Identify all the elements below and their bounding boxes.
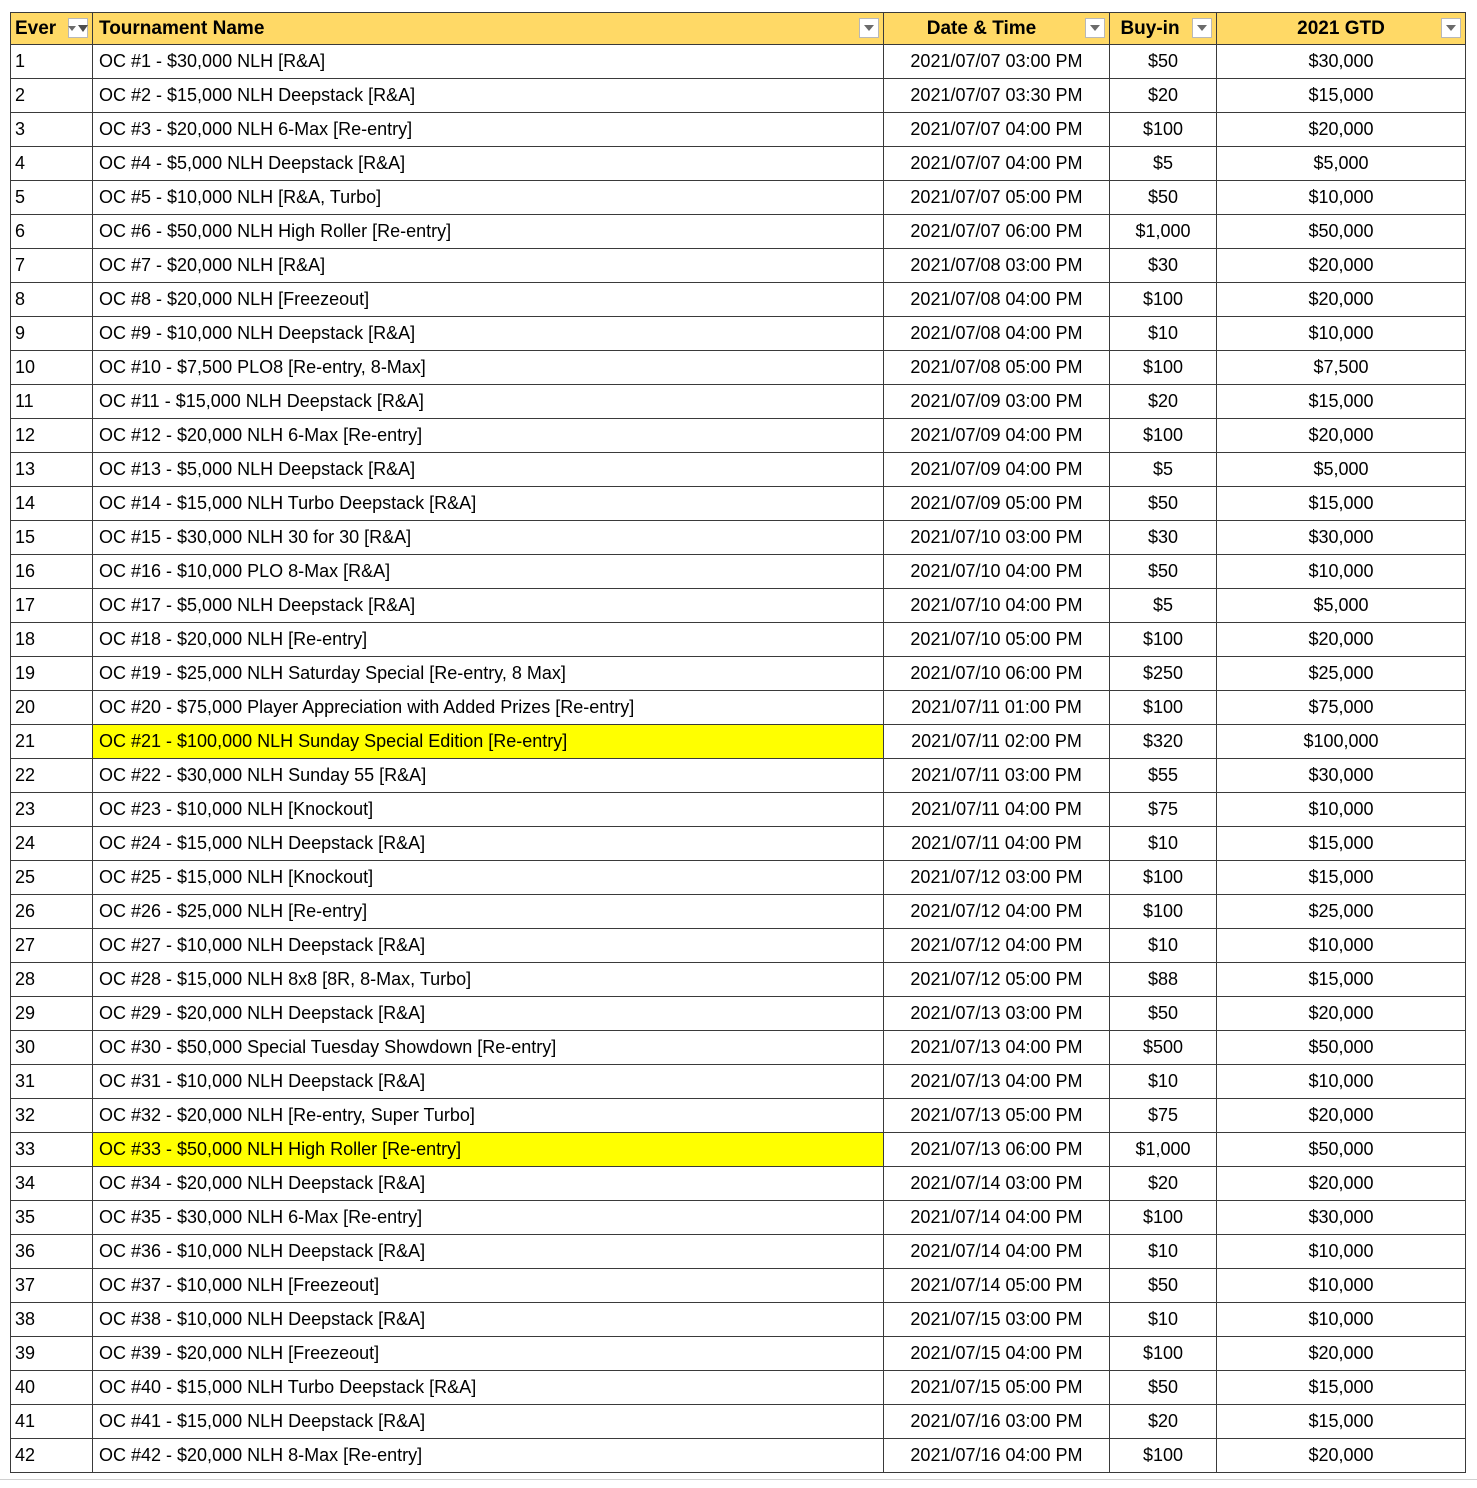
gtd-cell[interactable]: $15,000 <box>1217 1371 1466 1405</box>
table-row <box>11 725 1466 759</box>
date-time-cell[interactable]: 2021/07/12 04:00 PM <box>884 895 1110 929</box>
buy-in-cell[interactable]: $50 <box>1110 997 1217 1031</box>
gtd-cell[interactable]: $25,000 <box>1217 895 1466 929</box>
event-number-cell[interactable]: 34 <box>11 1167 93 1201</box>
date-time-cell[interactable]: 2021/07/14 03:00 PM <box>884 1167 1110 1201</box>
buy-in-cell[interactable]: $30 <box>1110 249 1217 283</box>
buy-in-cell[interactable]: $20 <box>1110 79 1217 113</box>
table-row <box>11 657 1466 691</box>
buy-in-cell[interactable]: $500 <box>1110 1031 1217 1065</box>
date-time-cell[interactable]: 2021/07/14 05:00 PM <box>884 1269 1110 1303</box>
date-time-cell[interactable]: 2021/07/07 03:30 PM <box>884 79 1110 113</box>
date-time-cell[interactable]: 2021/07/13 03:00 PM <box>884 997 1110 1031</box>
table-row <box>11 929 1466 963</box>
table-row <box>11 1235 1466 1269</box>
event-number-cell[interactable]: 7 <box>11 249 93 283</box>
event-number-cell[interactable]: 28 <box>11 963 93 997</box>
event-number-cell[interactable]: 29 <box>11 997 93 1031</box>
date-time-cell[interactable]: 2021/07/08 04:00 PM <box>884 317 1110 351</box>
table-body <box>11 45 1466 1473</box>
tournament-name-cell[interactable]: OC #38 - $10,000 NLH Deepstack [R&A] <box>93 1303 884 1337</box>
date-time-cell[interactable]: 2021/07/11 02:00 PM <box>884 725 1110 759</box>
buy-in-cell[interactable]: $100 <box>1110 1201 1217 1235</box>
event-number-cell[interactable]: 19 <box>11 657 93 691</box>
tournament-table <box>10 12 1466 1473</box>
buy-in-cell[interactable]: $100 <box>1110 113 1217 147</box>
buy-in-cell[interactable]: $250 <box>1110 657 1217 691</box>
tournament-name-cell[interactable]: OC #4 - $5,000 NLH Deepstack [R&A] <box>93 147 884 181</box>
event-number-cell[interactable]: 16 <box>11 555 93 589</box>
table-row <box>11 1303 1466 1337</box>
event-number-cell[interactable]: 33 <box>11 1133 93 1167</box>
date-time-cell[interactable]: 2021/07/14 04:00 PM <box>884 1201 1110 1235</box>
gtd-cell[interactable]: $30,000 <box>1217 45 1466 79</box>
event-number-cell[interactable]: 6 <box>11 215 93 249</box>
gtd-cell[interactable]: $10,000 <box>1217 317 1466 351</box>
gtd-cell[interactable]: $15,000 <box>1217 487 1466 521</box>
gtd-cell[interactable]: $20,000 <box>1217 249 1466 283</box>
buy-in-cell[interactable]: $100 <box>1110 283 1217 317</box>
table-row <box>11 419 1466 453</box>
table-row <box>11 827 1466 861</box>
header-buy-in[interactable] <box>1110 13 1217 45</box>
buy-in-cell[interactable]: $5 <box>1110 589 1217 623</box>
event-number-cell[interactable]: 38 <box>11 1303 93 1337</box>
gtd-cell[interactable]: $15,000 <box>1217 963 1466 997</box>
header-tournament-name[interactable] <box>93 13 884 45</box>
date-time-cell[interactable]: 2021/07/11 04:00 PM <box>884 827 1110 861</box>
filter-dropdown-icon[interactable] <box>859 18 879 38</box>
event-number-cell[interactable]: 40 <box>11 1371 93 1405</box>
date-time-cell[interactable]: 2021/07/11 01:00 PM <box>884 691 1110 725</box>
gtd-cell[interactable]: $100,000 <box>1217 725 1466 759</box>
table-row <box>11 1439 1466 1473</box>
event-number-cell[interactable]: 37 <box>11 1269 93 1303</box>
tournament-name-cell[interactable]: OC #7 - $20,000 NLH [R&A] <box>93 249 884 283</box>
date-time-cell[interactable]: 2021/07/13 04:00 PM <box>884 1031 1110 1065</box>
table-row <box>11 861 1466 895</box>
header-event[interactable] <box>11 13 93 45</box>
table-row <box>11 113 1466 147</box>
table-row <box>11 45 1466 79</box>
table-row <box>11 1269 1466 1303</box>
table-row <box>11 1065 1466 1099</box>
date-time-cell[interactable]: 2021/07/13 06:00 PM <box>884 1133 1110 1167</box>
date-time-cell[interactable]: 2021/07/07 04:00 PM <box>884 113 1110 147</box>
table-row <box>11 1371 1466 1405</box>
event-number-cell[interactable]: 39 <box>11 1337 93 1371</box>
gtd-cell[interactable]: $10,000 <box>1217 181 1466 215</box>
event-number-cell[interactable]: 4 <box>11 147 93 181</box>
gtd-cell[interactable]: $20,000 <box>1217 283 1466 317</box>
buy-in-cell[interactable]: $10 <box>1110 317 1217 351</box>
header-gtd-label: 2021 GTD <box>1297 17 1385 39</box>
table-row <box>11 1099 1466 1133</box>
date-time-cell[interactable]: 2021/07/07 03:00 PM <box>884 45 1110 79</box>
event-number-cell[interactable]: 42 <box>11 1439 93 1473</box>
gtd-cell[interactable]: $15,000 <box>1217 385 1466 419</box>
buy-in-cell[interactable]: $20 <box>1110 1405 1217 1439</box>
buy-in-cell[interactable]: $320 <box>1110 725 1217 759</box>
date-time-cell[interactable]: 2021/07/08 05:00 PM <box>884 351 1110 385</box>
event-number-cell[interactable]: 13 <box>11 453 93 487</box>
event-number-cell[interactable]: 32 <box>11 1099 93 1133</box>
header-row <box>11 13 1466 45</box>
gtd-cell[interactable]: $7,500 <box>1217 351 1466 385</box>
gtd-cell[interactable]: $50,000 <box>1217 1031 1466 1065</box>
date-time-cell[interactable]: 2021/07/09 05:00 PM <box>884 487 1110 521</box>
buy-in-cell[interactable]: $20 <box>1110 385 1217 419</box>
buy-in-cell[interactable]: $1,000 <box>1110 215 1217 249</box>
gtd-cell[interactable]: $50,000 <box>1217 215 1466 249</box>
table-row <box>11 793 1466 827</box>
event-number-cell[interactable]: 15 <box>11 521 93 555</box>
buy-in-cell[interactable]: $50 <box>1110 487 1217 521</box>
gtd-cell[interactable]: $10,000 <box>1217 1269 1466 1303</box>
tournament-name-cell[interactable]: OC #19 - $25,000 NLH Saturday Special [Re-entry, 8 Max] <box>93 657 884 691</box>
tournament-name-cell[interactable]: OC #26 - $25,000 NLH [Re-entry] <box>93 895 884 929</box>
event-number-cell[interactable]: 20 <box>11 691 93 725</box>
gtd-cell[interactable]: $10,000 <box>1217 555 1466 589</box>
gtd-cell[interactable]: $15,000 <box>1217 79 1466 113</box>
tournament-name-cell[interactable]: OC #13 - $5,000 NLH Deepstack [R&A] <box>93 453 884 487</box>
tournament-name-cell[interactable]: OC #39 - $20,000 NLH [Freezeout] <box>93 1337 884 1371</box>
event-number-cell[interactable]: 35 <box>11 1201 93 1235</box>
tournament-name-cell[interactable]: OC #35 - $30,000 NLH 6-Max [Re-entry] <box>93 1201 884 1235</box>
buy-in-cell[interactable]: $30 <box>1110 521 1217 555</box>
buy-in-cell[interactable]: $100 <box>1110 691 1217 725</box>
event-number-cell[interactable]: 26 <box>11 895 93 929</box>
tournament-name-cell[interactable]: OC #6 - $50,000 NLH High Roller [Re-entry] <box>93 215 884 249</box>
date-time-cell[interactable]: 2021/07/13 04:00 PM <box>884 1065 1110 1099</box>
tournament-name-cell[interactable]: OC #8 - $20,000 NLH [Freezeout] <box>93 283 884 317</box>
gtd-cell[interactable]: $5,000 <box>1217 147 1466 181</box>
table-row <box>11 963 1466 997</box>
filter-dropdown-icon[interactable] <box>1085 18 1105 38</box>
date-time-cell[interactable]: 2021/07/11 04:00 PM <box>884 793 1110 827</box>
buy-in-cell[interactable]: $100 <box>1110 1337 1217 1371</box>
buy-in-cell[interactable]: $10 <box>1110 1303 1217 1337</box>
table-row <box>11 351 1466 385</box>
gtd-cell[interactable]: $30,000 <box>1217 759 1466 793</box>
buy-in-cell[interactable]: $100 <box>1110 861 1217 895</box>
date-time-cell[interactable]: 2021/07/07 04:00 PM <box>884 147 1110 181</box>
date-time-cell[interactable]: 2021/07/12 03:00 PM <box>884 861 1110 895</box>
date-time-cell[interactable]: 2021/07/12 04:00 PM <box>884 929 1110 963</box>
tournament-name-cell[interactable]: OC #20 - $75,000 Player Appreciation with Added Prizes [Re-entry] <box>93 691 884 725</box>
gtd-cell[interactable]: $10,000 <box>1217 1065 1466 1099</box>
tournament-name-cell[interactable]: OC #16 - $10,000 PLO 8-Max [R&A] <box>93 555 884 589</box>
gtd-cell[interactable]: $10,000 <box>1217 929 1466 963</box>
table-row <box>11 1405 1466 1439</box>
date-time-cell[interactable]: 2021/07/10 06:00 PM <box>884 657 1110 691</box>
filter-active-icon[interactable] <box>68 18 88 38</box>
table-row <box>11 589 1466 623</box>
table-row <box>11 215 1466 249</box>
gtd-cell[interactable]: $20,000 <box>1217 113 1466 147</box>
event-number-cell[interactable]: 31 <box>11 1065 93 1099</box>
table-row <box>11 759 1466 793</box>
tournament-name-cell[interactable]: OC #3 - $20,000 NLH 6-Max [Re-entry] <box>93 113 884 147</box>
tournament-name-cell[interactable]: OC #9 - $10,000 NLH Deepstack [R&A] <box>93 317 884 351</box>
table-row <box>11 1031 1466 1065</box>
event-number-cell[interactable]: 8 <box>11 283 93 317</box>
tournament-name-cell[interactable]: OC #31 - $10,000 NLH Deepstack [R&A] <box>93 1065 884 1099</box>
event-number-cell[interactable]: 17 <box>11 589 93 623</box>
date-time-cell[interactable]: 2021/07/07 06:00 PM <box>884 215 1110 249</box>
buy-in-cell[interactable]: $10 <box>1110 1235 1217 1269</box>
tournament-name-cell[interactable]: OC #24 - $15,000 NLH Deepstack [R&A] <box>93 827 884 861</box>
header-buyin-label: Buy-in <box>1120 17 1180 39</box>
event-number-cell[interactable]: 18 <box>11 623 93 657</box>
date-time-cell[interactable]: 2021/07/09 03:00 PM <box>884 385 1110 419</box>
tournament-name-cell[interactable]: OC #11 - $15,000 NLH Deepstack [R&A] <box>93 385 884 419</box>
buy-in-cell[interactable]: $100 <box>1110 351 1217 385</box>
date-time-cell[interactable]: 2021/07/09 04:00 PM <box>884 453 1110 487</box>
gtd-cell[interactable]: $20,000 <box>1217 1439 1466 1473</box>
table-row <box>11 1337 1466 1371</box>
tournament-name-cell[interactable]: OC #41 - $15,000 NLH Deepstack [R&A] <box>93 1405 884 1439</box>
gtd-cell[interactable]: $5,000 <box>1217 589 1466 623</box>
event-number-cell[interactable]: 21 <box>11 725 93 759</box>
event-number-cell[interactable]: 30 <box>11 1031 93 1065</box>
table-row <box>11 147 1466 181</box>
table-row <box>11 79 1466 113</box>
event-number-cell[interactable]: 27 <box>11 929 93 963</box>
tournament-name-cell[interactable]: OC #40 - $15,000 NLH Turbo Deepstack [R&A] <box>93 1371 884 1405</box>
event-number-cell[interactable]: 9 <box>11 317 93 351</box>
gtd-cell[interactable]: $20,000 <box>1217 1167 1466 1201</box>
filter-dropdown-icon[interactable] <box>1192 18 1212 38</box>
gtd-cell[interactable]: $20,000 <box>1217 419 1466 453</box>
table-row <box>11 1167 1466 1201</box>
event-number-cell[interactable]: 2 <box>11 79 93 113</box>
event-number-cell[interactable]: 36 <box>11 1235 93 1269</box>
date-time-cell[interactable]: 2021/07/16 04:00 PM <box>884 1439 1110 1473</box>
event-number-cell[interactable]: 5 <box>11 181 93 215</box>
event-number-cell[interactable]: 25 <box>11 861 93 895</box>
event-number-cell[interactable]: 3 <box>11 113 93 147</box>
buy-in-cell[interactable]: $100 <box>1110 419 1217 453</box>
tournament-name-cell[interactable]: OC #18 - $20,000 NLH [Re-entry] <box>93 623 884 657</box>
table-row <box>11 521 1466 555</box>
gtd-cell[interactable]: $15,000 <box>1217 827 1466 861</box>
gtd-cell[interactable]: $15,000 <box>1217 861 1466 895</box>
buy-in-cell[interactable]: $88 <box>1110 963 1217 997</box>
gtd-cell[interactable]: $50,000 <box>1217 1133 1466 1167</box>
buy-in-cell[interactable]: $50 <box>1110 181 1217 215</box>
event-number-cell[interactable]: 1 <box>11 45 93 79</box>
buy-in-cell[interactable]: $75 <box>1110 1099 1217 1133</box>
buy-in-cell[interactable]: $75 <box>1110 793 1217 827</box>
header-gtd[interactable] <box>1217 13 1466 45</box>
buy-in-cell[interactable]: $1,000 <box>1110 1133 1217 1167</box>
buy-in-cell[interactable]: $100 <box>1110 1439 1217 1473</box>
table-row <box>11 895 1466 929</box>
date-time-cell[interactable]: 2021/07/10 03:00 PM <box>884 521 1110 555</box>
table-row <box>11 385 1466 419</box>
table-row <box>11 453 1466 487</box>
event-number-cell[interactable]: 11 <box>11 385 93 419</box>
table-row <box>11 623 1466 657</box>
tournament-name-cell[interactable]: OC #25 - $15,000 NLH [Knockout] <box>93 861 884 895</box>
buy-in-cell[interactable]: $100 <box>1110 623 1217 657</box>
table-row <box>11 1133 1466 1167</box>
buy-in-cell[interactable]: $10 <box>1110 1065 1217 1099</box>
gtd-cell[interactable]: $10,000 <box>1217 1235 1466 1269</box>
gtd-cell[interactable]: $25,000 <box>1217 657 1466 691</box>
tournament-name-cell[interactable]: OC #33 - $50,000 NLH High Roller [Re-entry] <box>93 1133 884 1167</box>
table-row <box>11 317 1466 351</box>
gtd-cell[interactable]: $15,000 <box>1217 1405 1466 1439</box>
table-row <box>11 249 1466 283</box>
gtd-cell[interactable]: $30,000 <box>1217 1201 1466 1235</box>
event-number-cell[interactable]: 14 <box>11 487 93 521</box>
gtd-cell[interactable]: $20,000 <box>1217 997 1466 1031</box>
tournament-name-cell[interactable]: OC #17 - $5,000 NLH Deepstack [R&A] <box>93 589 884 623</box>
gtd-cell[interactable]: $75,000 <box>1217 691 1466 725</box>
buy-in-cell[interactable]: $20 <box>1110 1167 1217 1201</box>
date-time-cell[interactable]: 2021/07/08 03:00 PM <box>884 249 1110 283</box>
date-time-cell[interactable]: 2021/07/10 05:00 PM <box>884 623 1110 657</box>
event-number-cell[interactable]: 10 <box>11 351 93 385</box>
tournament-name-cell[interactable]: OC #23 - $10,000 NLH [Knockout] <box>93 793 884 827</box>
date-time-cell[interactable]: 2021/07/16 03:00 PM <box>884 1405 1110 1439</box>
tournament-name-cell[interactable]: OC #36 - $10,000 NLH Deepstack [R&A] <box>93 1235 884 1269</box>
table-row <box>11 283 1466 317</box>
tournament-name-cell[interactable]: OC #37 - $10,000 NLH [Freezeout] <box>93 1269 884 1303</box>
table-row <box>11 997 1466 1031</box>
date-time-cell[interactable]: 2021/07/10 04:00 PM <box>884 589 1110 623</box>
gtd-cell[interactable]: $5,000 <box>1217 453 1466 487</box>
tournament-name-cell[interactable]: OC #15 - $30,000 NLH 30 for 30 [R&A] <box>93 521 884 555</box>
gtd-cell[interactable]: $20,000 <box>1217 623 1466 657</box>
date-time-cell[interactable]: 2021/07/10 04:00 PM <box>884 555 1110 589</box>
buy-in-cell[interactable]: $50 <box>1110 1371 1217 1405</box>
gtd-cell[interactable]: $20,000 <box>1217 1099 1466 1133</box>
date-time-cell[interactable]: 2021/07/15 04:00 PM <box>884 1337 1110 1371</box>
filter-dropdown-icon[interactable] <box>1441 18 1461 38</box>
tournament-name-cell[interactable]: OC #12 - $20,000 NLH 6-Max [Re-entry] <box>93 419 884 453</box>
tournament-name-cell[interactable]: OC #30 - $50,000 Special Tuesday Showdown [Re-entry] <box>93 1031 884 1065</box>
tournament-name-cell[interactable]: OC #42 - $20,000 NLH 8-Max [Re-entry] <box>93 1439 884 1473</box>
tournament-name-cell[interactable]: OC #34 - $20,000 NLH Deepstack [R&A] <box>93 1167 884 1201</box>
date-time-cell[interactable]: 2021/07/13 05:00 PM <box>884 1099 1110 1133</box>
tournament-name-cell[interactable]: OC #32 - $20,000 NLH [Re-entry, Super Turbo] <box>93 1099 884 1133</box>
date-time-cell[interactable]: 2021/07/12 05:00 PM <box>884 963 1110 997</box>
event-number-cell[interactable]: 22 <box>11 759 93 793</box>
header-event-label: Ever <box>15 17 57 39</box>
table-row <box>11 691 1466 725</box>
table-row <box>11 181 1466 215</box>
buy-in-cell[interactable]: $10 <box>1110 929 1217 963</box>
date-time-cell[interactable]: 2021/07/15 05:00 PM <box>884 1371 1110 1405</box>
buy-in-cell[interactable]: $100 <box>1110 895 1217 929</box>
header-date-label: Date & Time <box>926 17 1037 39</box>
gtd-cell[interactable]: $30,000 <box>1217 521 1466 555</box>
date-time-cell[interactable]: 2021/07/09 04:00 PM <box>884 419 1110 453</box>
event-number-cell[interactable]: 24 <box>11 827 93 861</box>
tournament-name-cell[interactable]: OC #2 - $15,000 NLH Deepstack [R&A] <box>93 79 884 113</box>
event-number-cell[interactable]: 12 <box>11 419 93 453</box>
buy-in-cell[interactable]: $50 <box>1110 1269 1217 1303</box>
date-time-cell[interactable]: 2021/07/11 03:00 PM <box>884 759 1110 793</box>
gtd-cell[interactable]: $10,000 <box>1217 1303 1466 1337</box>
buy-in-cell[interactable]: $5 <box>1110 453 1217 487</box>
header-name-label: Tournament Name <box>99 17 265 39</box>
buy-in-cell[interactable]: $50 <box>1110 555 1217 589</box>
gtd-cell[interactable]: $10,000 <box>1217 793 1466 827</box>
tournament-name-cell[interactable]: OC #1 - $30,000 NLH [R&A] <box>93 45 884 79</box>
buy-in-cell[interactable]: $5 <box>1110 147 1217 181</box>
tournament-name-cell[interactable]: OC #5 - $10,000 NLH [R&A, Turbo] <box>93 181 884 215</box>
buy-in-cell[interactable]: $55 <box>1110 759 1217 793</box>
date-time-cell[interactable]: 2021/07/08 04:00 PM <box>884 283 1110 317</box>
tournament-name-cell[interactable]: OC #27 - $10,000 NLH Deepstack [R&A] <box>93 929 884 963</box>
date-time-cell[interactable]: 2021/07/14 04:00 PM <box>884 1235 1110 1269</box>
gtd-cell[interactable]: $20,000 <box>1217 1337 1466 1371</box>
table-row <box>11 555 1466 589</box>
buy-in-cell[interactable]: $50 <box>1110 45 1217 79</box>
event-number-cell[interactable]: 41 <box>11 1405 93 1439</box>
table-row <box>11 487 1466 521</box>
table-row <box>11 1201 1466 1235</box>
date-time-cell[interactable]: 2021/07/15 03:00 PM <box>884 1303 1110 1337</box>
event-number-cell[interactable]: 23 <box>11 793 93 827</box>
tournament-name-cell[interactable]: OC #10 - $7,500 PLO8 [Re-entry, 8-Max] <box>93 351 884 385</box>
tournament-name-cell[interactable]: OC #22 - $30,000 NLH Sunday 55 [R&A] <box>93 759 884 793</box>
tournament-name-cell[interactable]: OC #21 - $100,000 NLH Sunday Special Edition [Re-entry] <box>93 725 884 759</box>
date-time-cell[interactable]: 2021/07/07 05:00 PM <box>884 181 1110 215</box>
buy-in-cell[interactable]: $10 <box>1110 827 1217 861</box>
tournament-name-cell[interactable]: OC #29 - $20,000 NLH Deepstack [R&A] <box>93 997 884 1031</box>
tournament-name-cell[interactable]: OC #28 - $15,000 NLH 8x8 [8R, 8-Max, Turbo] <box>93 963 884 997</box>
tournament-name-cell[interactable]: OC #14 - $15,000 NLH Turbo Deepstack [R&A] <box>93 487 884 521</box>
header-date-time[interactable] <box>884 13 1110 45</box>
